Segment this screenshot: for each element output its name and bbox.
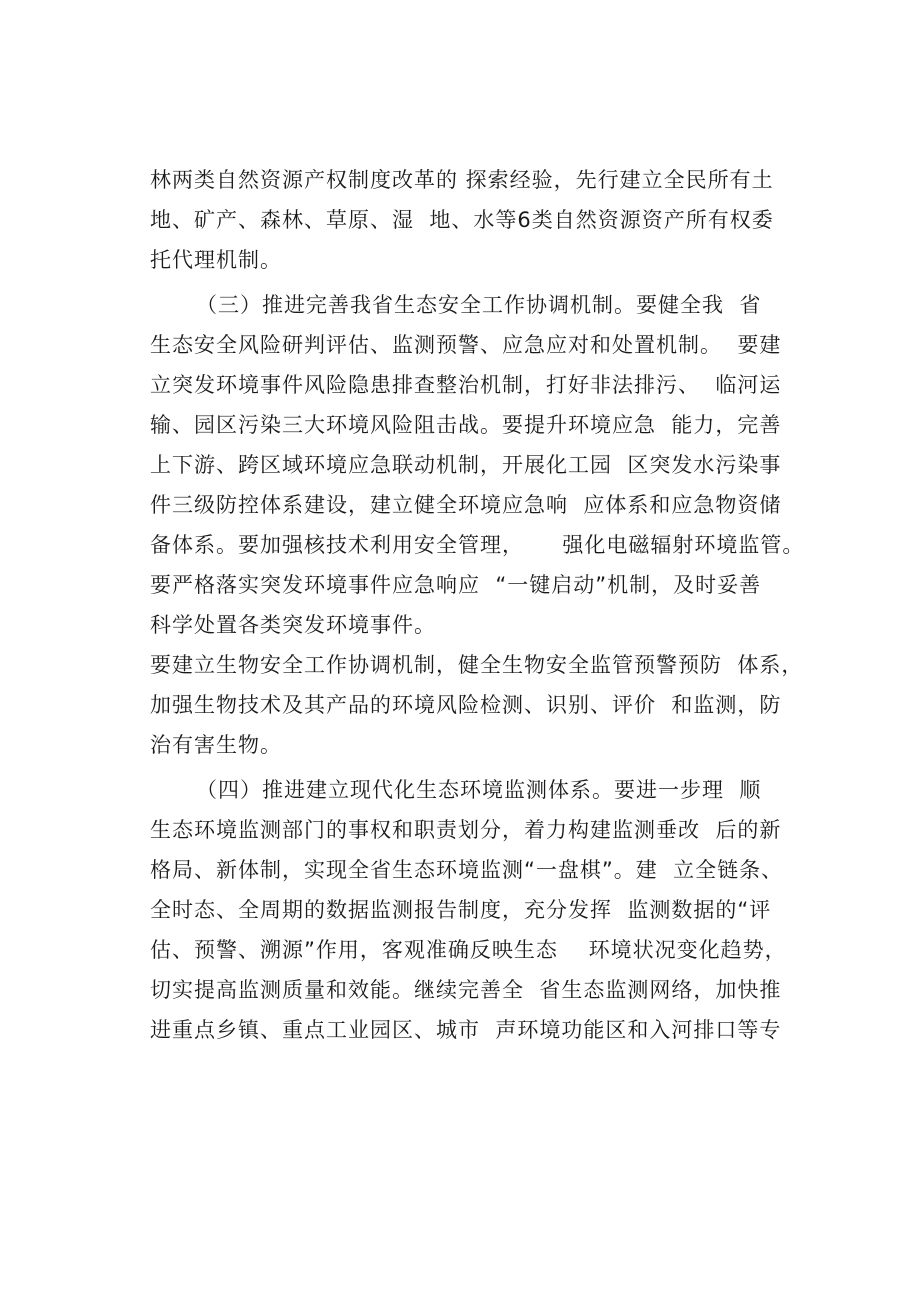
text-line: （四）推进建立现代化生态环境监测体系。要进一步理 顺: [150, 778, 762, 802]
text-line: 进重点乡镇、重点工业园区、城市 声环境功能区和入河排口等专: [150, 1018, 782, 1042]
text-line: （三）推进完善我省生态安全工作协调机制。要健全我 省: [150, 293, 762, 317]
text-line: 科学处置各类突发环境事件。: [150, 613, 436, 637]
text-line: 地、矿产、森林、草原、湿 地、水等6类自然资源资产所有权委: [150, 208, 774, 232]
text-line: 要严格落实突发环境事件应急响应 “一键启动”机制，及时妥善: [150, 573, 762, 597]
text-line: 备体系。要加强核技术利用安全管理， 强化电磁辐射环境监管。: [150, 533, 805, 557]
body-text: [150, 160, 810, 1050]
text-line: 全时态、全周期的数据监测报告制度，充分发挥 监测数据的“评: [150, 898, 772, 922]
text-line: 件三级防控体系建设，建立健全环境应急响 应体系和应急物资储: [150, 493, 782, 517]
text-line: 生态安全风险研判评估、监测预警、应急应对和处置机制。 要建: [150, 333, 782, 357]
text-line: 生态环境监测部门的事权和职责划分，着力构建监测垂改 后的新: [150, 818, 782, 842]
text-line: 林两类自然资源产权制度改革的 探索经验，先行建立全民所有土: [150, 168, 774, 192]
text-line: 立突发环境事件风险隐患排查整治机制，打好非法排污、 临河运: [150, 373, 782, 397]
text-line: 托代理机制。: [150, 248, 282, 272]
text-line: 加强生物技术及其产品的环境风险检测、识别、评价 和监测，防: [150, 693, 782, 717]
text-line: 切实提高监测质量和效能。继续完善全 省生态监测网络，加快推: [150, 978, 782, 1002]
text-line: 要建立生物安全工作协调机制，健全生物安全监管预警预防 体系，: [150, 653, 804, 677]
text-line: 上下游、跨区域环境应急联动机制，开展化工园 区突发水污染事: [150, 453, 782, 477]
text-line: 格局、新体制，实现全省生态环境监测“一盘棋”。建 立全链条、: [150, 858, 784, 882]
text-line: 估、预警、溯源”作用，客观准确反映生态 环境状况变化趋势，: [150, 938, 787, 962]
text-line: 输、园区污染三大环境风险阻击战。要提升环境应急 能力，完善: [150, 413, 782, 437]
text-line: 治有害生物。: [150, 733, 282, 757]
